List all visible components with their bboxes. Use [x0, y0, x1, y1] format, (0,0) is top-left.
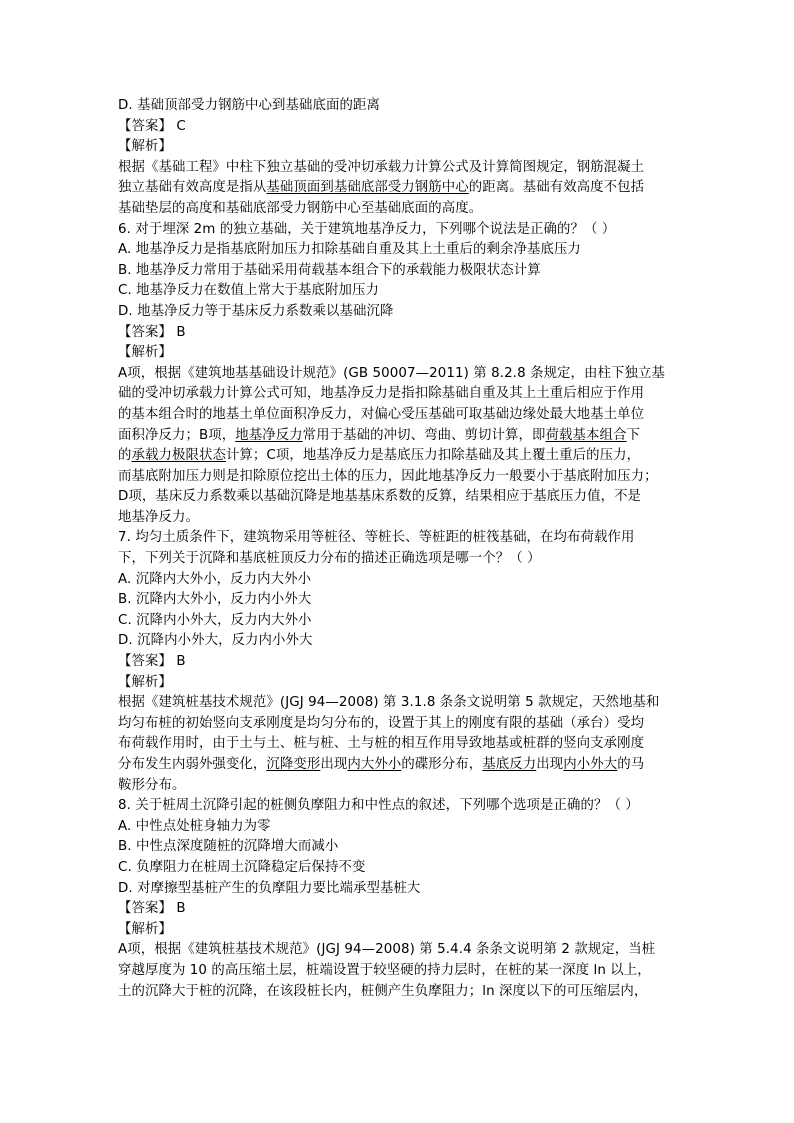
answer-option: B. 地基净反力常用于基础采用荷载基本组合下的承载能力极限状态计算: [118, 262, 541, 278]
answer-line: 【答案】 B: [118, 324, 186, 340]
answer-option: C. 负摩阻力在桩周土沉降稳定后保持不变: [118, 859, 366, 875]
analysis-text: [118, 693, 688, 714]
text-span: 根据《建筑桩基技术规范》(JGJ 94—2008) 第 3.1.8 条条文说明第 5 款规定，天然地基和: [118, 695, 660, 711]
text-span: A项，根据《建筑桩基技术规范》(JGJ 94—2008) 第 5.4.4 条条文说明第 2 款规定，当桩: [118, 942, 656, 958]
text-span: 穿越厚度为 10 的高压缩土层，桩端设置于较坚硬的持力层时，在桩的某一深度 ln 以上，: [118, 962, 651, 978]
analysis-text: [118, 508, 688, 529]
question-stem: 7. 均匀土质条件下，建筑物采用等桩径、等桩长、等桩距的桩筏基础，在均布荷载作用: [118, 530, 635, 546]
text-span: 面积净反力；B项，: [118, 427, 236, 443]
analysis-text: [118, 364, 688, 385]
analysis-label: 【解析】: [118, 674, 172, 690]
text-span: 基础垫层的高度和基础底部受力钢筋中心至基础底面的高度。: [118, 200, 483, 216]
answer-line: 【答案】 B: [118, 901, 186, 917]
text-span: 的碟形分布，: [401, 757, 483, 772]
document-page: [118, 96, 688, 1002]
analysis-text: [118, 158, 688, 179]
text-span: 鞍形分布。: [118, 777, 186, 793]
analysis-text: [118, 734, 688, 755]
underlined-phrase: 基底反力: [482, 757, 537, 772]
text-span: 地基净反力。: [118, 509, 199, 525]
answer-option: C. 沉降内小外大，反力内大外小: [118, 612, 312, 628]
text-span: 出现: [320, 757, 348, 772]
analysis-text: [118, 549, 688, 570]
underlined-phrase: 荷载基本组合: [545, 427, 627, 443]
analysis-text: [118, 940, 688, 961]
answer-option: A. 沉降内大外小，反力内大外小: [118, 571, 312, 587]
text-span: 布荷载作用时，由于土与土、桩与桩、土与桩的相互作用导致地基或桩群的竖向支承刚度: [118, 736, 645, 752]
text-span: 的: [118, 448, 132, 464]
answer-option: A. 地基净反力是指基底附加压力扣除基础自重及其上土重后的剩余净基底压力: [118, 242, 581, 258]
analysis-text: [118, 755, 688, 776]
analysis-text: [118, 776, 688, 797]
answer-option: A. 中性点处桩身轴力为零: [118, 818, 271, 834]
analysis-text: [118, 199, 688, 220]
text-span: 出现: [536, 757, 564, 772]
question-stem: 8. 关于桩周土沉降引起的桩侧负摩阻力和中性点的叙述，下列哪个选项是正确的？（ ）: [118, 798, 639, 814]
analysis-label: 【解析】: [118, 921, 172, 937]
analysis-text: [118, 426, 688, 447]
text-span: 的距离。基础有效高度不包括: [468, 180, 645, 196]
text-span: 分布发生内弱外强变化，: [118, 757, 267, 772]
analysis-text: [118, 467, 688, 488]
answer-option: C. 地基净反力在数值上常大于基底附加压力: [118, 283, 379, 299]
analysis-text: [118, 405, 688, 426]
analysis-text: [118, 961, 688, 982]
text-span: 根据《基础工程》中柱下独立基础的受冲切承载力计算公式及计算简图规定，钢筋混凝土: [118, 159, 645, 175]
answer-option: B. 中性点深度随桩的沉降增大而减小: [118, 839, 339, 855]
answer-option: D. 地基净反力等于基床反力系数乘以基础沉降: [118, 303, 394, 319]
answer-line: 【答案】 B: [118, 654, 186, 670]
text-span: 下: [626, 427, 640, 443]
question-stem: 6. 对于埋深 2m 的独立基础，关于建筑地基净反力，下列哪个说法是正确的？（ ）: [118, 221, 616, 237]
text-span: 土的沉降大于桩的沉降，在该段桩长内，桩侧产生负摩阻力；ln 深度以下的可压缩层内，: [118, 983, 648, 999]
analysis-text: [118, 714, 688, 735]
answer-option: D. 基础顶部受力钢筋中心到基础底面的距离: [118, 98, 380, 113]
text-span: A项，根据《建筑地基基础设计规范》(GB 50007—2011) 第 8.2.8 条规定，由柱下独立基: [118, 365, 665, 381]
analysis-text: [118, 446, 688, 467]
text-span: 础的受冲切承载力计算公式可知，地基净反力是指扣除基础自重及其上土重后相应于作用: [118, 386, 645, 402]
underlined-phrase: 地基净反力: [235, 427, 303, 443]
answer-option: D. 沉降内小外大，反力内小外大: [118, 633, 313, 649]
text-span: 独立基础有效高度是指从: [118, 180, 267, 196]
answer-line: 【答案】 C: [118, 118, 186, 134]
analysis-label: 【解析】: [118, 139, 172, 155]
analysis-label: 【解析】: [118, 345, 172, 361]
underlined-phrase: 内小外大: [563, 757, 618, 772]
text-span: 下，下列关于沉降和基底桩顶反力分布的描述正确选项是哪一个？（ ）: [118, 551, 541, 567]
text-span: D项，基床反力系数乘以基础沉降是地基基床系数的反算，结果相应于基底压力值，不是: [118, 489, 642, 505]
answer-option: D. 对摩擦型基桩产生的负摩阻力要比端承型基桩大: [118, 880, 421, 896]
answer-option: B. 沉降内大外小，反力内小外大: [118, 592, 312, 608]
analysis-text: [118, 178, 688, 199]
analysis-text: [118, 384, 688, 405]
analysis-text: [118, 487, 688, 508]
text-span: 均匀布桩的初始竖向支承刚度是均匀分布的，设置于其上的刚度有限的基础（承台）受均: [118, 715, 645, 731]
text-span: 常用于基础的冲切、弯曲、剪切计算，即: [302, 427, 546, 443]
underlined-phrase: 基础顶面到基础底部受力钢筋中心: [266, 180, 469, 196]
analysis-text: [118, 982, 688, 1003]
text-span: 的基本组合时的地基土单位面积净反力，对偏心受压基础可取基础边缘处最大地基土单位: [118, 406, 645, 422]
underlined-phrase: 内大外小: [347, 757, 402, 772]
text-span: 而基底附加压力则是扣除原位挖出土体的压力，因此地基净反力一般要小于基底附加压力；: [118, 468, 658, 484]
text-span: 的马: [617, 757, 645, 772]
underlined-phrase: 承载力极限状态: [131, 448, 226, 464]
underlined-phrase: 沉降变形: [266, 757, 321, 772]
text-span: 计算；C项，地基净反力是基底压力扣除基础及其上覆土重后的压力，: [225, 448, 641, 464]
